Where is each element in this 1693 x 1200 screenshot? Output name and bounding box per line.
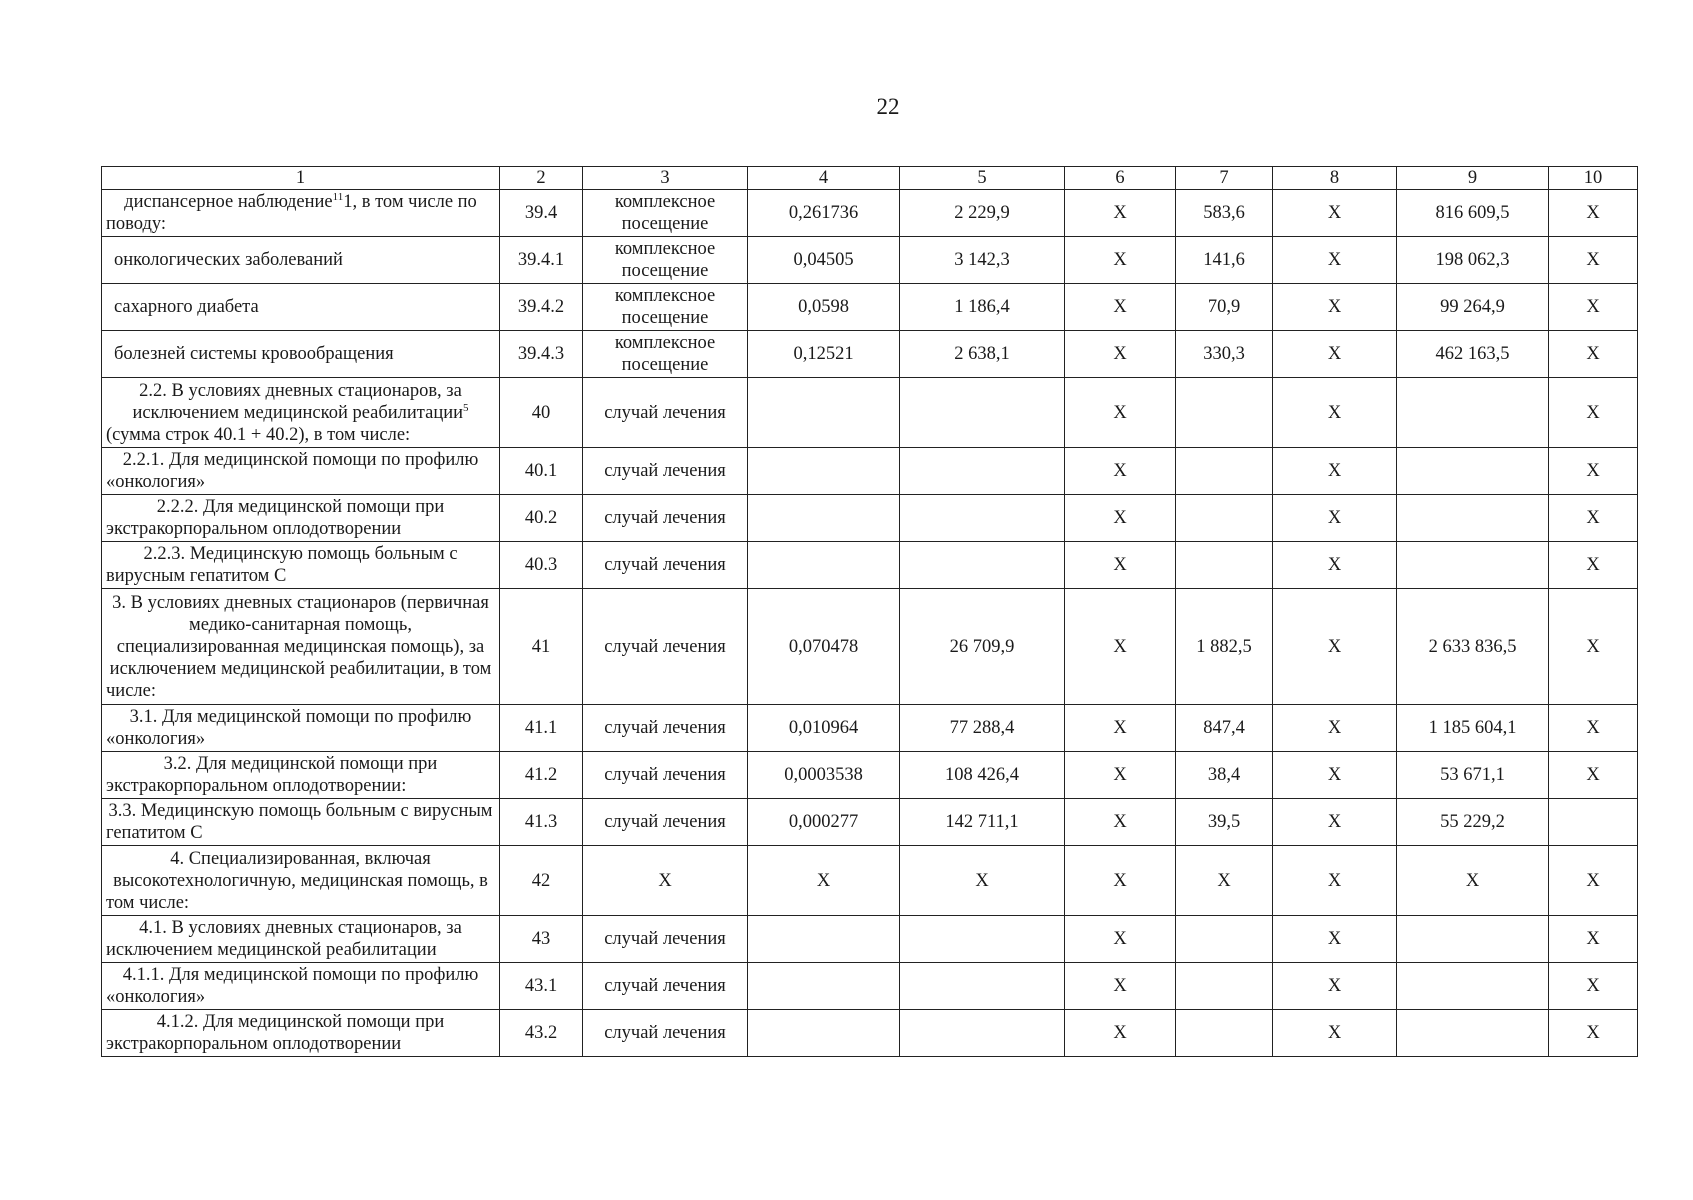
col10-cell: X <box>1549 331 1638 378</box>
row-name-tail: 1, в том числе по поводу: <box>106 192 477 234</box>
unit-cell: случай лечения <box>583 589 748 705</box>
col7-cell: 1 882,5 <box>1176 589 1273 705</box>
col9-cell <box>1397 448 1549 495</box>
table-row <box>102 542 1638 589</box>
column-header: 2 <box>500 167 583 190</box>
col10-cell: X <box>1549 589 1638 705</box>
col8-cell: X <box>1273 799 1397 846</box>
col6-cell: X <box>1065 1010 1176 1057</box>
col8-cell: X <box>1273 331 1397 378</box>
col4-cell: 0,000277 <box>748 799 900 846</box>
row-code: 42 <box>500 846 583 916</box>
col10-cell <box>1549 799 1638 846</box>
col5-cell: 26 709,9 <box>900 589 1065 705</box>
row-name-text: 4.1.2. Для медицинской помощи при экстракорпоральном оплодотворении <box>106 1012 445 1054</box>
row-code: 43.2 <box>500 1010 583 1057</box>
row-code: 39.4.2 <box>500 284 583 331</box>
col4-cell: 0,12521 <box>748 331 900 378</box>
col6-cell: X <box>1065 190 1176 237</box>
col5-cell: X <box>900 846 1065 916</box>
col7-cell: 70,9 <box>1176 284 1273 331</box>
col10-cell: X <box>1549 495 1638 542</box>
col5-cell: 108 426,4 <box>900 752 1065 799</box>
col8-cell: X <box>1273 448 1397 495</box>
col9-cell: 53 671,1 <box>1397 752 1549 799</box>
col5-cell <box>900 542 1065 589</box>
column-header: 7 <box>1176 167 1273 190</box>
row-name <box>102 284 500 331</box>
col6-cell: X <box>1065 799 1176 846</box>
col10-cell: X <box>1549 448 1638 495</box>
col8-cell: X <box>1273 846 1397 916</box>
col9-cell <box>1397 916 1549 963</box>
row-code: 40 <box>500 378 583 448</box>
unit-cell: случай лечения <box>583 1010 748 1057</box>
row-name-text: 3.3. Медицинскую помощь больным с вирусным гепатитом С <box>106 801 493 843</box>
col5-cell <box>900 1010 1065 1057</box>
col4-cell <box>748 448 900 495</box>
col4-cell <box>748 916 900 963</box>
row-name <box>102 752 500 799</box>
col7-cell: 330,3 <box>1176 331 1273 378</box>
col5-cell <box>900 378 1065 448</box>
table-row <box>102 705 1638 752</box>
row-name-text: 2.2.2. Для медицинской помощи при экстракорпоральном оплодотворении <box>106 497 445 539</box>
col10-cell: X <box>1549 284 1638 331</box>
column-header: 8 <box>1273 167 1397 190</box>
row-code: 43.1 <box>500 963 583 1010</box>
unit-cell: случай лечения <box>583 705 748 752</box>
col8-cell: X <box>1273 542 1397 589</box>
col6-cell: X <box>1065 495 1176 542</box>
col6-cell: X <box>1065 963 1176 1010</box>
column-header: 6 <box>1065 167 1176 190</box>
footnote-mark: 5 <box>463 401 469 414</box>
col8-cell: X <box>1273 237 1397 284</box>
unit-cell: случай лечения <box>583 448 748 495</box>
row-name-text: 2.2. В условиях дневных стационаров, за исключением медицинской реабилитации <box>132 380 464 423</box>
col6-cell: X <box>1065 331 1176 378</box>
col8-cell: X <box>1273 495 1397 542</box>
row-name <box>102 237 500 284</box>
col10-cell: X <box>1549 237 1638 284</box>
col5-cell <box>900 963 1065 1010</box>
col9-cell <box>1397 542 1549 589</box>
col4-cell: 0,0598 <box>748 284 900 331</box>
col8-cell: X <box>1273 1010 1397 1057</box>
table-row <box>102 752 1638 799</box>
col9-cell: X <box>1397 846 1549 916</box>
row-name-tail: (сумма строк 40.1 + 40.2), в том числе: <box>106 424 411 445</box>
col6-cell: X <box>1065 752 1176 799</box>
column-header: 10 <box>1549 167 1638 190</box>
col10-cell: X <box>1549 846 1638 916</box>
col9-cell: 1 185 604,1 <box>1397 705 1549 752</box>
col8-cell: X <box>1273 963 1397 1010</box>
row-name <box>102 190 500 237</box>
row-code: 40.1 <box>500 448 583 495</box>
col10-cell: X <box>1549 705 1638 752</box>
row-name-text: 4. Специализированная, включая высокотехнологичную, медицинская помощь, в том числе: <box>106 848 488 913</box>
col8-cell: X <box>1273 752 1397 799</box>
table-row <box>102 378 1638 448</box>
col9-cell: 462 163,5 <box>1397 331 1549 378</box>
unit-cell: случай лечения <box>583 916 748 963</box>
col7-cell: 38,4 <box>1176 752 1273 799</box>
col10-cell: X <box>1549 1010 1638 1057</box>
col9-cell <box>1397 378 1549 448</box>
unit-cell: комплексное посещение <box>583 331 748 378</box>
col6-cell: X <box>1065 542 1176 589</box>
col8-cell: X <box>1273 378 1397 448</box>
table-row <box>102 799 1638 846</box>
col4-cell <box>748 1010 900 1057</box>
row-code: 41 <box>500 589 583 705</box>
col7-cell <box>1176 495 1273 542</box>
col8-cell: X <box>1273 190 1397 237</box>
unit-cell: комплексное посещение <box>583 190 748 237</box>
header-row <box>102 167 1638 190</box>
col9-cell: 55 229,2 <box>1397 799 1549 846</box>
footnote-mark: 11 <box>332 190 344 203</box>
col7-cell <box>1176 448 1273 495</box>
row-code: 39.4 <box>500 190 583 237</box>
col6-cell: X <box>1065 378 1176 448</box>
column-header: 9 <box>1397 167 1549 190</box>
row-code: 40.3 <box>500 542 583 589</box>
col8-cell: X <box>1273 284 1397 331</box>
row-name <box>102 495 500 542</box>
row-name <box>102 448 500 495</box>
unit-cell: случай лечения <box>583 542 748 589</box>
col8-cell: X <box>1273 916 1397 963</box>
column-header: 4 <box>748 167 900 190</box>
col7-cell: 39,5 <box>1176 799 1273 846</box>
table-row <box>102 190 1638 237</box>
col5-cell: 2 638,1 <box>900 331 1065 378</box>
col4-cell <box>748 495 900 542</box>
col5-cell: 77 288,4 <box>900 705 1065 752</box>
row-code: 43 <box>500 916 583 963</box>
row-name-text: 4.1. В условиях дневных стационаров, за исключением медицинской реабилитации <box>106 918 462 960</box>
col9-cell <box>1397 963 1549 1010</box>
col7-cell: 141,6 <box>1176 237 1273 284</box>
row-name-text: 2.2.3. Медицинскую помощь больным с вирусным гепатитом С <box>106 544 458 586</box>
col5-cell <box>900 448 1065 495</box>
row-code: 41.2 <box>500 752 583 799</box>
row-name <box>102 705 500 752</box>
col6-cell: X <box>1065 846 1176 916</box>
col4-cell <box>748 378 900 448</box>
col7-cell <box>1176 1010 1273 1057</box>
column-header: 1 <box>102 167 500 190</box>
col7-cell <box>1176 963 1273 1010</box>
data-table <box>101 166 1638 1057</box>
unit-cell: комплексное посещение <box>583 284 748 331</box>
column-header: 5 <box>900 167 1065 190</box>
col10-cell: X <box>1549 916 1638 963</box>
row-code: 39.4.1 <box>500 237 583 284</box>
col10-cell: X <box>1549 378 1638 448</box>
col5-cell: 142 711,1 <box>900 799 1065 846</box>
row-code: 40.2 <box>500 495 583 542</box>
page-number: 22 <box>876 94 900 119</box>
col5-cell <box>900 916 1065 963</box>
col7-cell <box>1176 542 1273 589</box>
table-row <box>102 589 1638 705</box>
table-row <box>102 495 1638 542</box>
col4-cell: 0,070478 <box>748 589 900 705</box>
col7-cell: X <box>1176 846 1273 916</box>
table-row <box>102 1010 1638 1057</box>
row-name <box>102 331 500 378</box>
table-row <box>102 916 1638 963</box>
row-name-text: болезней системы кровообращения <box>114 344 394 364</box>
col7-cell <box>1176 378 1273 448</box>
col10-cell: X <box>1549 542 1638 589</box>
col6-cell: X <box>1065 448 1176 495</box>
row-code: 41.3 <box>500 799 583 846</box>
col10-cell: X <box>1549 190 1638 237</box>
row-name <box>102 1010 500 1057</box>
table-row <box>102 284 1638 331</box>
col5-cell: 2 229,9 <box>900 190 1065 237</box>
unit-cell: случай лечения <box>583 378 748 448</box>
table-row <box>102 846 1638 916</box>
col7-cell <box>1176 916 1273 963</box>
col4-cell <box>748 963 900 1010</box>
row-name-text: 3.1. Для медицинской помощи по профилю «онкология» <box>106 707 472 749</box>
row-name-text: 3. В условиях дневных стационаров (первичная медико-санитарная помощь, специализированная медицинская помощь), за исключением медицинской реабилитации, в том числе: <box>106 592 492 701</box>
row-name-text: 3.2. Для медицинской помощи при экстракорпоральном оплодотворении: <box>106 754 438 796</box>
table-row <box>102 331 1638 378</box>
row-name-text: онкологических заболеваний <box>114 250 343 270</box>
column-header: 3 <box>583 167 748 190</box>
col4-cell: 0,04505 <box>748 237 900 284</box>
row-name-text: 2.2.1. Для медицинской помощи по профилю «онкология» <box>106 450 479 492</box>
col9-cell <box>1397 495 1549 542</box>
col7-cell: 847,4 <box>1176 705 1273 752</box>
unit-cell: случай лечения <box>583 799 748 846</box>
row-name-text: диспансерное наблюдение <box>124 192 333 212</box>
col5-cell <box>900 495 1065 542</box>
col6-cell: X <box>1065 589 1176 705</box>
col9-cell <box>1397 1010 1549 1057</box>
table-row <box>102 237 1638 284</box>
col7-cell: 583,6 <box>1176 190 1273 237</box>
unit-cell: случай лечения <box>583 495 748 542</box>
col4-cell: X <box>748 846 900 916</box>
row-name <box>102 799 500 846</box>
col4-cell <box>748 542 900 589</box>
col5-cell: 1 186,4 <box>900 284 1065 331</box>
row-name <box>102 589 500 705</box>
row-name <box>102 378 500 448</box>
col10-cell: X <box>1549 963 1638 1010</box>
row-code: 39.4.3 <box>500 331 583 378</box>
table-row <box>102 963 1638 1010</box>
col9-cell: 99 264,9 <box>1397 284 1549 331</box>
row-name <box>102 542 500 589</box>
unit-cell: случай лечения <box>583 752 748 799</box>
col6-cell: X <box>1065 237 1176 284</box>
col8-cell: X <box>1273 705 1397 752</box>
unit-cell: X <box>583 846 748 916</box>
col4-cell: 0,261736 <box>748 190 900 237</box>
col9-cell: 198 062,3 <box>1397 237 1549 284</box>
row-name <box>102 963 500 1010</box>
col4-cell: 0,010964 <box>748 705 900 752</box>
unit-cell: случай лечения <box>583 963 748 1010</box>
unit-cell: комплексное посещение <box>583 237 748 284</box>
col9-cell: 816 609,5 <box>1397 190 1549 237</box>
row-name-text: сахарного диабета <box>114 297 259 317</box>
col10-cell: X <box>1549 752 1638 799</box>
row-name <box>102 846 500 916</box>
col4-cell: 0,0003538 <box>748 752 900 799</box>
col6-cell: X <box>1065 284 1176 331</box>
row-name <box>102 916 500 963</box>
col5-cell: 3 142,3 <box>900 237 1065 284</box>
col9-cell: 2 633 836,5 <box>1397 589 1549 705</box>
table-row <box>102 448 1638 495</box>
row-name-text: 4.1.1. Для медицинской помощи по профилю «онкология» <box>106 965 479 1007</box>
col8-cell: X <box>1273 589 1397 705</box>
row-code: 41.1 <box>500 705 583 752</box>
col6-cell: X <box>1065 705 1176 752</box>
col6-cell: X <box>1065 916 1176 963</box>
